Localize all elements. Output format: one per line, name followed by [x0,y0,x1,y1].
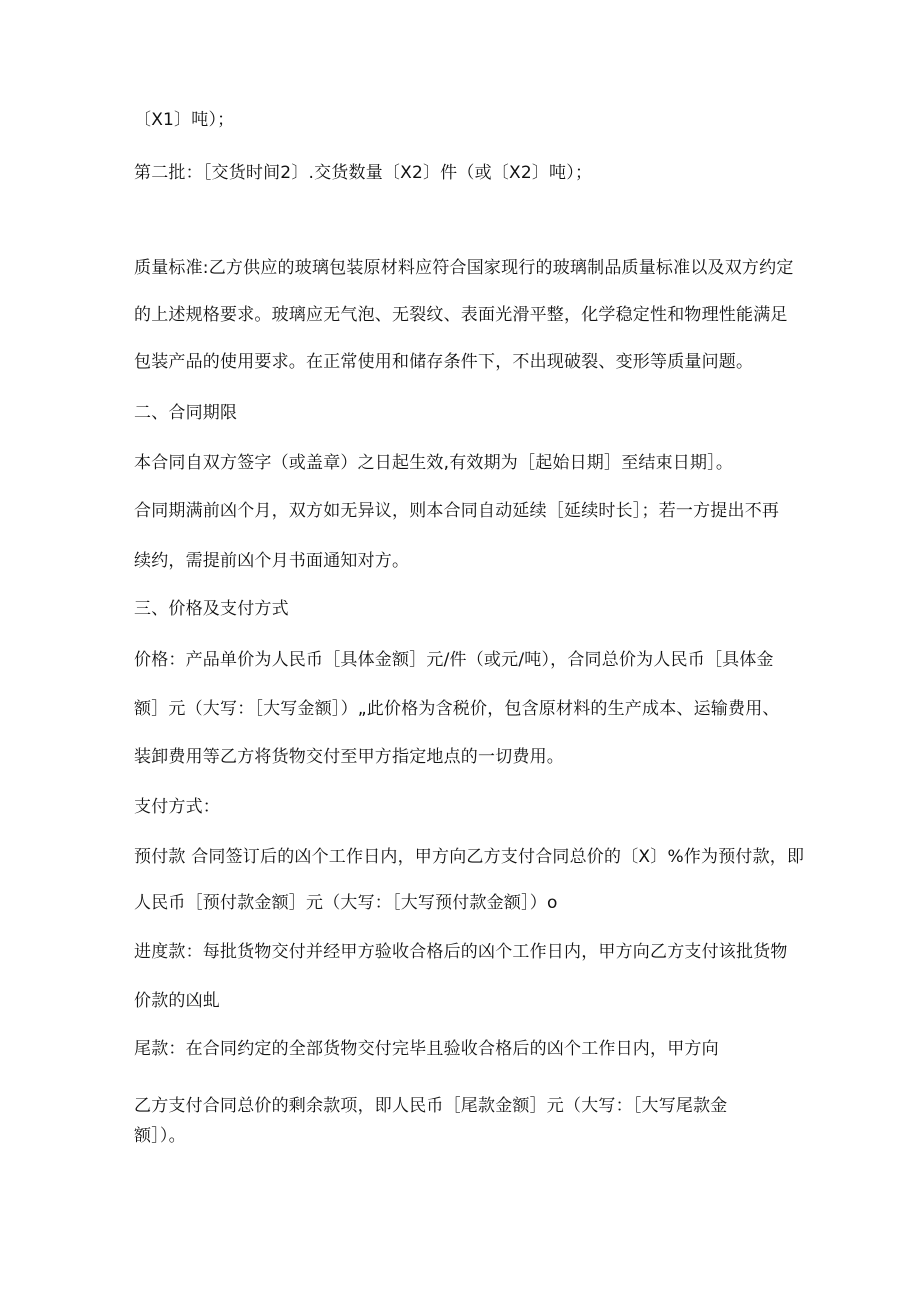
text-line: 的上述规格要求。玻璃应无气泡、无裂纹、表面光滑平整，化学稳定性和物理性能满足 [134,305,788,325]
text-line: 人民币［预付款金额］元（大写：［大写预付款金额］）o [134,893,558,913]
text-line: 续约，需提前凶个月书面通知对方。 [134,551,410,571]
text-line: 价款的凶虬 [134,991,220,1011]
text-line: 预付款 合同签订后的凶个工作日内，甲方向乙方支付合同总价的〔X〕%作为预付款，即 [134,847,805,867]
text-line: 本合同自双方签字（或盖章）之日起生效,有效期为［起始日期］至结束日期］。 [134,453,734,473]
text-line: 装卸费用等乙方将货物交付至甲方指定地点的一切费用。 [134,747,564,767]
text-line: 尾款：在合同约定的全部货物交付完毕且验收合格后的凶个工作日内，甲方向 [134,1039,719,1059]
text-line: 价格：产品单价为人民币［具体金额］元/件（或元/吨），合同总价为人民币［具体金 [134,650,774,670]
text-line: 合同期满前凶个月，双方如无异议，则本合同自动延续［延续时长］；若一方提出不再 [134,501,780,521]
text-line: 进度款：每批货物交付并经甲方验收合格后的凶个工作日内，甲方向乙方支付该批货物 [134,942,788,962]
section-heading: 二、合同期限 [134,403,238,423]
section-heading: 三、价格及支付方式 [134,599,289,619]
text-line: 额］）。 [134,1126,186,1146]
text-line: 额］元（大写：［大写金额］）„此价格为含税价，包含原材料的生产成本、运输费用、 [134,699,780,719]
text-line: 第二批：［交货时间2〕.交货数量〔X2〕件（或〔X2〕吨）； [134,163,593,183]
text-line: 支付方式： [134,797,220,817]
text-line: 包装产品的使用要求。在正常使用和储存条件下，不出现破裂、变形等质量问题。 [134,352,754,372]
text-line: 〔X1〕吨）； [134,110,235,130]
text-line: 质量标准:乙方供应的玻璃包装原材料应符合国家现行的玻璃制品质量标准以及双方约定 [134,258,794,278]
text-line: 乙方支付合同总价的剩余款项，即人民币［尾款金额］元（大写：［大写尾款金 [134,1096,728,1116]
